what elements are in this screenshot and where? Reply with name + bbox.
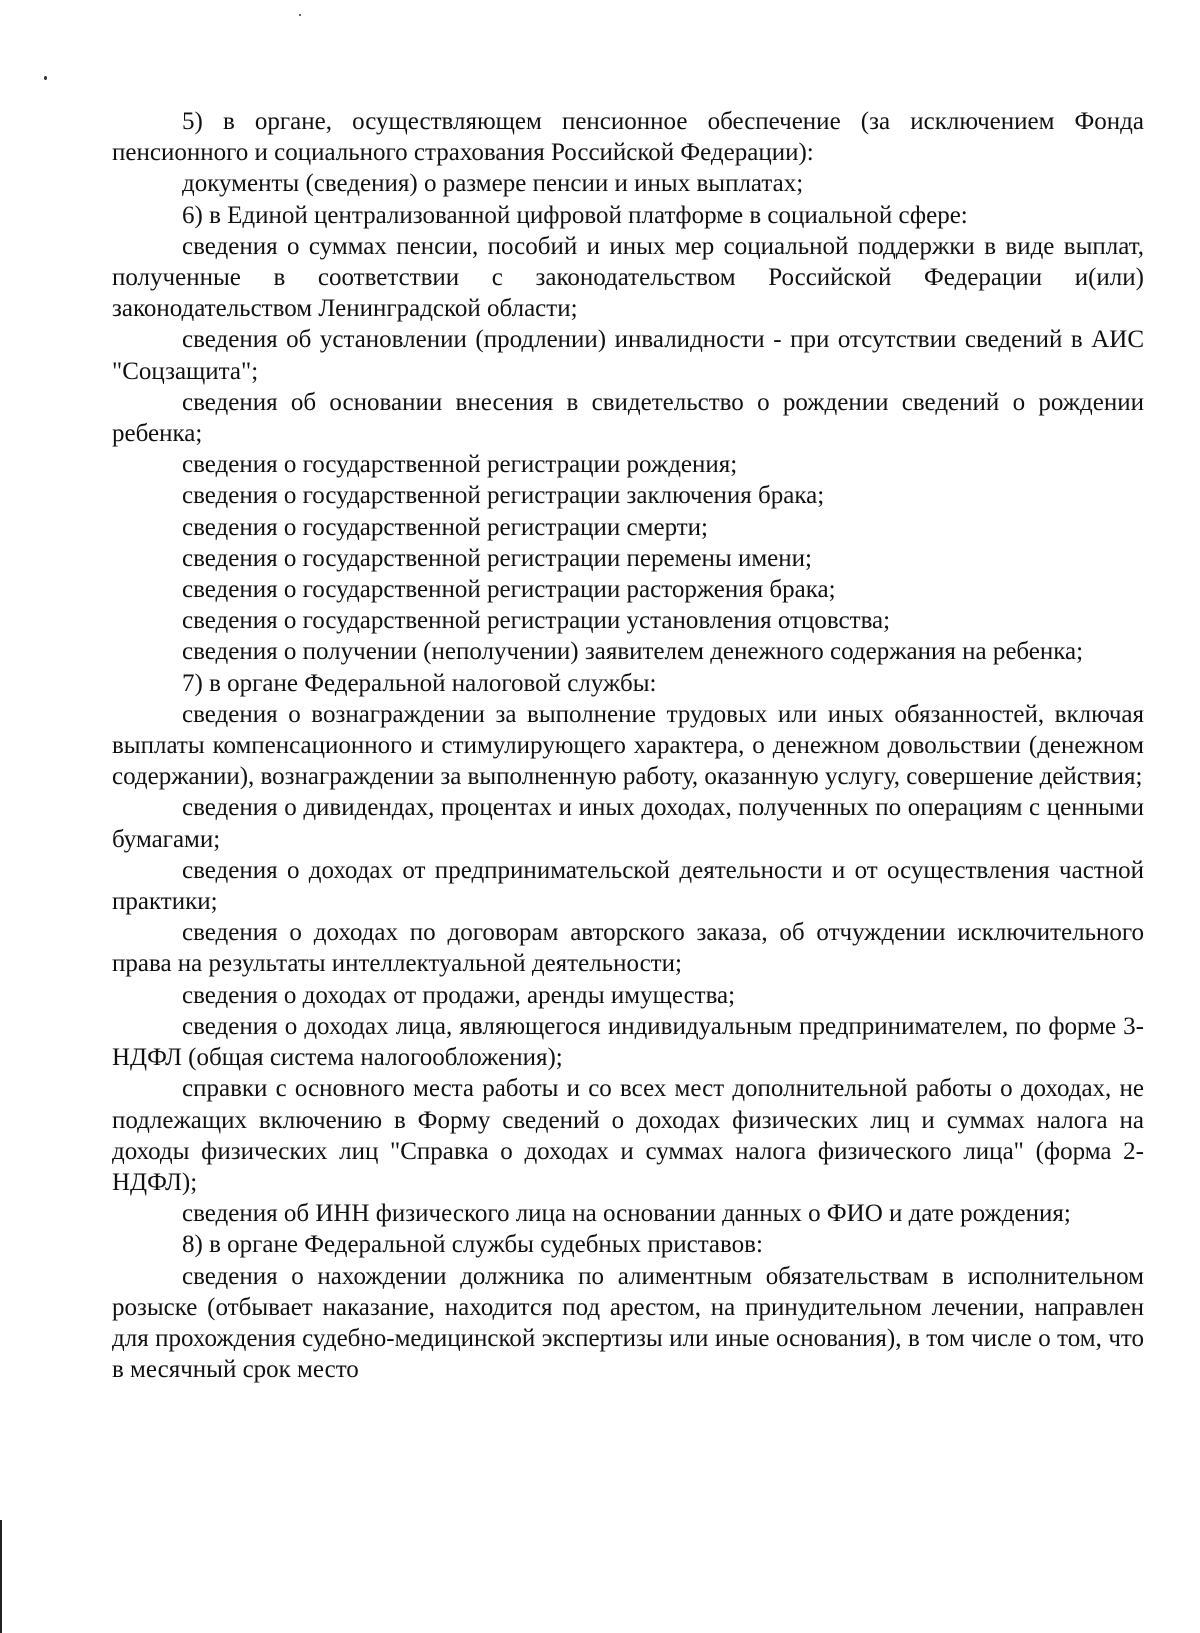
- paragraph: сведения о государственной регистрации расторжения брака;: [182, 576, 836, 604]
- paragraph: сведения о дивидендах, процентах и иных доходах, полученных по операциям с ценными бумагами;: [112, 794, 1144, 853]
- paragraph: сведения о нахождении должника по алиментным обязательствам в исполнительном розыске (отбывает наказание, находится под арестом, на принудительном лечении, направлен для прохождения судебно-медицинской экспертизы или иные основания), в том числе о том, что в месячный срок место: [112, 1262, 1144, 1384]
- paragraph: сведения о получении (неполучении) заявителем денежного содержания на ребенка;: [182, 638, 1084, 666]
- document-page: [112, 106, 1144, 1385]
- paragraph: сведения об ИНН физического лица на основании данных о ФИО и дате рождения;: [182, 1200, 1071, 1228]
- paragraph: справки с основного места работы и со всех мест дополнительной работы о доходах, не подлежащих включению в Форму сведений о доходах физических лиц и суммах налога на доходы физических лиц "Справка о доходах и суммах налога физического лица" (форма 2-НДФЛ);: [112, 1075, 1144, 1196]
- scan-speck: [44, 76, 47, 80]
- paragraph: сведения о государственной регистрации заключения брака;: [182, 482, 825, 510]
- paragraph: сведения о доходах лица, являющегося индивидуальным предпринимателем, по форме 3-НДФЛ (общая система налогообложения);: [112, 1012, 1144, 1072]
- paragraph: сведения о государственной регистрации установления отцовства;: [182, 607, 891, 635]
- paragraph: сведения об основании внесения в свидетельство о рождении сведений о рождении ребенка;: [112, 388, 1144, 448]
- scan-edge-mark: [0, 1520, 2, 1633]
- paragraph: документы (сведения) о размере пенсии и иных выплатах;: [182, 170, 804, 198]
- paragraph: сведения о вознаграждении за выполнение трудовых или иных обязанностей, включая выплаты компенсационного и стимулирующего характера, о денежном довольствии (денежном содержании), вознаграждении за выполненную работу, оказанную услугу, совершение действия;: [112, 700, 1144, 791]
- paragraph: сведения о доходах по договорам авторского заказа, об отчуждении исключительного права на результаты интеллектуальной деятельности;: [112, 919, 1144, 978]
- paragraph: 7) в органе Федеральной налоговой службы:: [182, 669, 657, 697]
- scan-speck: [299, 14, 301, 16]
- paragraph: сведения о суммах пенсии, пособий и иных мер социальной поддержки в виде выплат, полученные в соответствии с законодательством Российской Федерации и(или) законодательством Ленинградской области;: [112, 232, 1144, 323]
- paragraph: 6) в Единой централизованной цифровой платформе в социальной сфере:: [182, 201, 968, 229]
- paragraph: сведения об установлении (продлении) инвалидности - при отсутствии сведений в АИС "Соцзащита";: [112, 326, 1144, 385]
- paragraph: 5) в органе, осуществляющем пенсионное обеспечение (за исключением Фонда пенсионного и социального страхования Российской Федерации):: [112, 108, 1144, 167]
- paragraph: сведения о государственной регистрации смерти;: [182, 513, 708, 541]
- paragraph: сведения о государственной регистрации рождения;: [182, 451, 738, 479]
- paragraph: сведения о доходах от предпринимательской деятельности и от осуществления частной практики;: [112, 856, 1144, 916]
- paragraph: сведения о государственной регистрации перемены имени;: [182, 544, 812, 572]
- paragraph: сведения о доходах от продажи, аренды имущества;: [182, 981, 736, 1009]
- paragraph: 8) в органе Федеральной службы судебных приставов:: [182, 1231, 763, 1259]
